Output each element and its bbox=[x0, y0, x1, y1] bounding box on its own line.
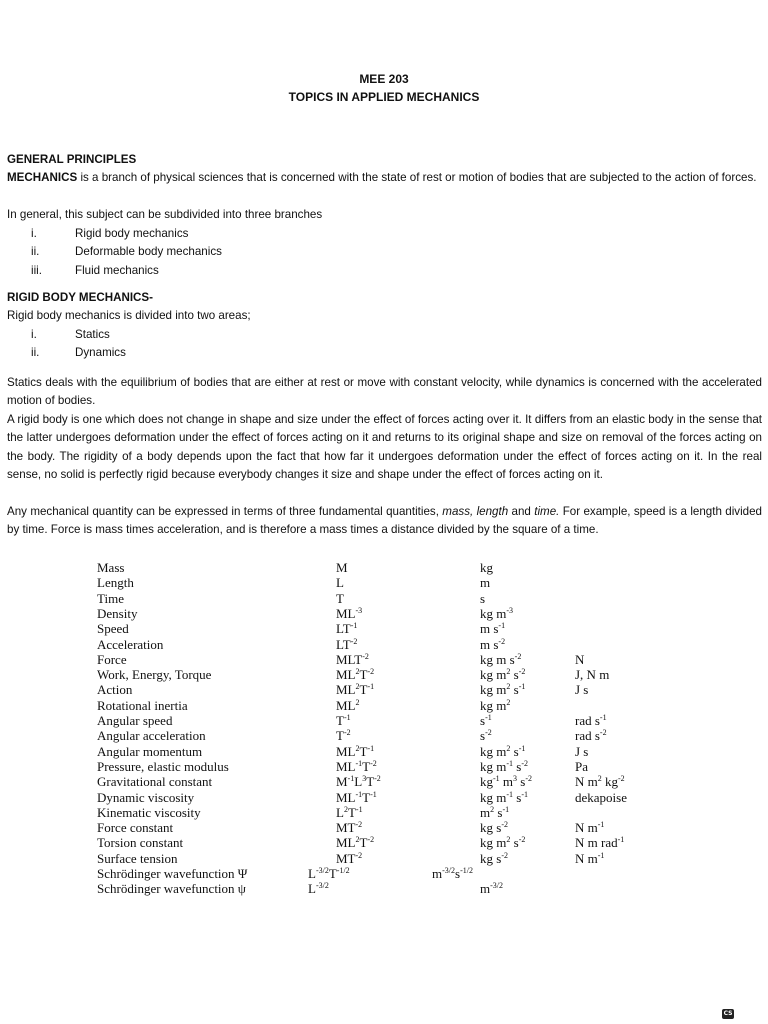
camscanner-icon: CS bbox=[723, 1010, 733, 1017]
dimension-cell: $ML^2T^{-2}$ bbox=[336, 835, 375, 851]
list-item: i. Statics bbox=[31, 328, 110, 341]
dimension-cell: $M^{-1}L^3T^{-2}$ bbox=[336, 774, 381, 790]
si-unit-cell: kg $m^{-3}$ bbox=[480, 605, 514, 621]
dimension-cell: $ML^2$ bbox=[336, 697, 360, 713]
si-unit-cell: kg $s^{-2}$ bbox=[480, 850, 508, 866]
table-row bbox=[0, 759, 768, 774]
quantity-cell: Torsion constant bbox=[97, 835, 184, 851]
table-row bbox=[0, 881, 768, 896]
si-unit-cell: $s^{-2}$ bbox=[480, 728, 492, 744]
quantity-cell: Angular speed bbox=[97, 713, 173, 728]
quantity-cell: Acceleration bbox=[97, 636, 164, 652]
quantity-cell: Pressure, elastic modulus bbox=[97, 758, 229, 774]
quantity-cell: Schrödinger wavefunction ψ bbox=[97, 881, 246, 897]
si-unit-cell: kg $m^2$ bbox=[480, 697, 511, 713]
table-row bbox=[0, 820, 768, 835]
table-row bbox=[0, 744, 768, 759]
si-unit-cell: $m^{-3/2}$ bbox=[480, 881, 504, 897]
table-row bbox=[0, 637, 768, 652]
si-unit-cell: kg $m^{-1}$ $s^{-2}$ bbox=[480, 758, 529, 774]
table-row bbox=[0, 866, 768, 881]
dimension-cell: $ML^2T^{-1}$ bbox=[336, 682, 375, 698]
list-item: iii. Fluid mechanics bbox=[31, 263, 159, 277]
dimension-cell: $LT^{-1}$ bbox=[336, 621, 358, 637]
named-unit-cell: rad $s^{-2}$ bbox=[575, 728, 607, 744]
quantity-cell: Gravitational constant bbox=[97, 774, 213, 790]
branches-intro: In general, this subject can be subdivided into three branches bbox=[7, 208, 323, 221]
dimension-cell: $L^{-3/2}$ bbox=[308, 881, 329, 897]
quantity-cell: Length bbox=[97, 575, 134, 591]
mechanics-definition bbox=[7, 169, 762, 187]
table-row bbox=[0, 728, 768, 743]
quantity-cell: Time bbox=[97, 590, 124, 606]
table-row bbox=[0, 698, 768, 713]
named-unit-cell: J, N m bbox=[575, 667, 610, 683]
si-unit-cell: kg $m^{-1}$ $s^{-1}$ bbox=[480, 789, 529, 805]
named-unit-cell: N $m^2$ $kg^{-2}$ bbox=[575, 774, 625, 790]
quantity-cell: Surface tension bbox=[97, 850, 178, 866]
si-unit-cell: s bbox=[480, 590, 486, 606]
si-unit-cell: m $s^{-2}$ bbox=[480, 636, 506, 652]
si-unit-cell: kg bbox=[480, 560, 493, 575]
mechanics-term: MECHANICS bbox=[7, 171, 78, 184]
dimension-cell: $T^{-2}$ bbox=[336, 728, 351, 744]
course-title: TOPICS IN APPLIED MECHANICS bbox=[288, 90, 480, 104]
dimension-cell: $ML^{-3}$ bbox=[336, 605, 363, 621]
named-unit-cell: rad $s^{-1}$ bbox=[575, 713, 607, 728]
named-unit-cell: N $m^{-1}$ bbox=[575, 850, 605, 866]
quantity-cell: Action bbox=[97, 682, 133, 698]
named-unit-cell: N bbox=[575, 651, 585, 667]
table-row bbox=[0, 682, 768, 697]
table-row bbox=[0, 851, 768, 866]
si-unit-cell: kg $m^2$ $s^{-1}$ bbox=[480, 743, 526, 759]
list-item: i. Rigid body mechanics bbox=[31, 227, 189, 240]
dimension-cell: L bbox=[336, 575, 344, 591]
si-unit-cell: kg $m^2$ $s^{-2}$ bbox=[480, 835, 526, 851]
dimension-cell: $ML^2T^{-2}$ bbox=[336, 667, 375, 683]
dimension-cell: $MT^{-2}$ bbox=[336, 820, 363, 836]
table-row bbox=[0, 835, 768, 850]
dimension-cell: $LT^{-2}$ bbox=[336, 636, 358, 652]
dimension-cell: T bbox=[336, 590, 344, 606]
quantity-cell: Speed bbox=[97, 621, 129, 637]
named-unit-cell: dekapoise bbox=[575, 789, 627, 805]
dimension-cell: $ML^{-1}T^{-1}$ bbox=[336, 789, 377, 805]
named-unit-cell: N m rad$^{-1}$ bbox=[575, 835, 625, 851]
si-unit-cell: $kg^{-1}$ $m^3$ $s^{-2}$ bbox=[480, 774, 533, 790]
dimension-cell: $ML^{-1}T^{-2}$ bbox=[336, 758, 377, 774]
si-unit-cell: $m^2$ $s^{-1}$ bbox=[480, 804, 510, 820]
quantity-cell: Force bbox=[97, 651, 127, 667]
table-row bbox=[0, 560, 768, 575]
branches-list bbox=[0, 225, 768, 280]
rigid-body-paragraph: A rigid body is one which does not change in shape and size under the effect of forces acting over it. It differs from an elastic body in the sense that the latter undergoes deformation under the effect of forces acting on it and returns to its original shape and size on removal of the forces acting on the body. The rigidity of a body depends upon the fact that how far it undergoes deformation under the effect of forces acting on it. In the real sense, no solid is perfectly rigid because everybody changes it size and shape under the effect of forces acting on it. bbox=[7, 413, 762, 481]
rigid-body-intro: Rigid body mechanics is divided into two areas; bbox=[7, 309, 251, 322]
table-row bbox=[0, 713, 768, 728]
named-unit-cell: Pa bbox=[575, 758, 588, 774]
dimension-cell: $MLT^{-2}$ bbox=[336, 651, 369, 667]
general-principles-heading: GENERAL PRINCIPLES bbox=[7, 153, 137, 166]
table-row bbox=[0, 591, 768, 606]
table-row bbox=[0, 774, 768, 789]
rigid-body-heading: RIGID BODY MECHANICS- bbox=[7, 291, 154, 304]
quantity-cell: Density bbox=[97, 605, 138, 621]
dimension-cell: $ML^2T^{-1}$ bbox=[336, 743, 375, 759]
quantities-paragraph: Any mechanical quantity can be expressed in terms of three fundamental quantities, mass, length and time. For example, speed is a length divided by time. Force is mass times acceleration, and is therefore a mass times a distance divided by the square of a time. bbox=[7, 505, 762, 537]
si-unit-cell: m bbox=[480, 575, 491, 591]
si-unit-cell: $m^{-3/2}s^{-1/2}$ bbox=[432, 866, 473, 881]
dimension-cell: $T^{-1}$ bbox=[336, 713, 351, 728]
si-unit-cell: m $s^{-1}$ bbox=[480, 621, 506, 637]
table-row bbox=[0, 790, 768, 805]
quantity-cell: Work, Energy, Torque bbox=[97, 667, 212, 683]
table-row bbox=[0, 575, 768, 590]
list-item: ii. Deformable body mechanics bbox=[31, 245, 222, 259]
quantity-cell: Force constant bbox=[97, 820, 174, 836]
si-unit-cell: kg $s^{-2}$ bbox=[480, 820, 508, 836]
quantity-cell: Schrödinger wavefunction Ψ bbox=[97, 866, 248, 881]
si-unit-cell: kg m $s^{-2}$ bbox=[480, 651, 522, 667]
quantity-cell: Mass bbox=[97, 560, 125, 575]
named-unit-cell: J s bbox=[575, 682, 589, 698]
named-unit-cell: J s bbox=[575, 743, 589, 759]
quantity-cell: Rotational inertia bbox=[97, 697, 188, 713]
si-unit-cell: kg $m^2$ $s^{-2}$ bbox=[480, 667, 526, 683]
quantity-cell: Angular acceleration bbox=[97, 728, 206, 744]
dimension-cell: $L^2T^{-1}$ bbox=[336, 804, 363, 820]
dimensions-table bbox=[0, 560, 768, 900]
course-code: MEE 203 bbox=[359, 72, 409, 86]
table-row bbox=[0, 805, 768, 820]
si-unit-cell: kg $m^2$ $s^{-1}$ bbox=[480, 682, 526, 698]
si-unit-cell: $s^{-1}$ bbox=[480, 713, 492, 728]
table-row bbox=[0, 667, 768, 682]
quantity-cell: Dynamic viscosity bbox=[97, 789, 195, 805]
statics-paragraph: Statics deals with the equilibrium of bodies that are either at rest or move with constant velocity, while dynamics is concerned with the accelerated motion of bodies. bbox=[7, 376, 762, 408]
list-item: ii. Dynamics bbox=[31, 346, 126, 360]
dimension-cell: $MT^{-2}$ bbox=[336, 850, 363, 866]
table-row bbox=[0, 652, 768, 667]
mechanics-definition-text: is a branch of physical sciences that is concerned with the state of rest or motion of bodies that are subjected to the action of forces. bbox=[77, 171, 757, 184]
table-row bbox=[0, 621, 768, 636]
areas-list bbox=[0, 326, 768, 363]
quantity-cell: Kinematic viscosity bbox=[97, 804, 201, 820]
named-unit-cell: N $m^{-1}$ bbox=[575, 820, 605, 836]
dimension-cell: M bbox=[336, 560, 348, 575]
dimension-cell: $L^{-3/2}T^{-1/2}$ bbox=[308, 866, 350, 881]
table-row bbox=[0, 606, 768, 621]
quantity-cell: Angular momentum bbox=[97, 743, 203, 759]
